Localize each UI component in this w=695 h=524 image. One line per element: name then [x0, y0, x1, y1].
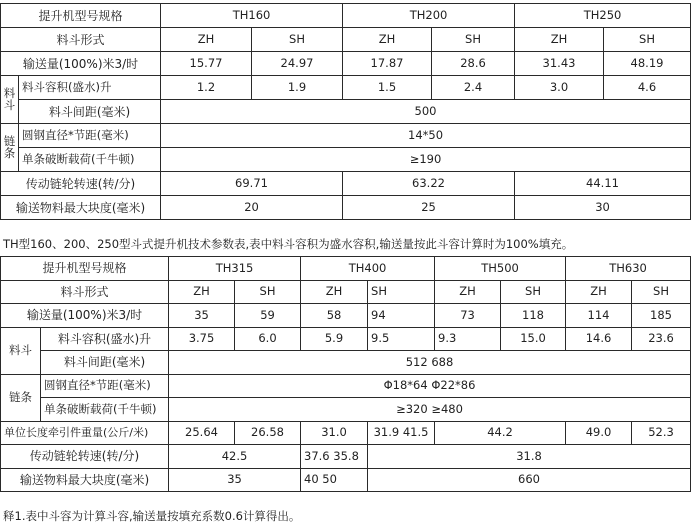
table-cell: 118: [501, 304, 566, 328]
bucket-spacing-value: 500: [161, 100, 691, 124]
table-row: [1, 52, 691, 76]
table-row: [1, 445, 691, 469]
group-bucket-label: 料斗: [1, 76, 19, 124]
table-row: [1, 148, 691, 172]
group-chain-label: 链条: [1, 124, 19, 172]
table-cell: 59: [235, 304, 301, 328]
unit-weight-label: 单位长度牵引件重量(公斤/米): [1, 421, 169, 445]
table-cell: 49.0: [566, 421, 632, 445]
table-row: [1, 76, 691, 100]
table-cell: 69.71: [161, 172, 343, 196]
table-cell: SH: [501, 280, 566, 304]
table-cell: 15.0: [501, 327, 566, 351]
table-cell: ZH: [435, 280, 501, 304]
table-row: [1, 421, 691, 445]
model-th250: TH250: [515, 4, 691, 28]
model-th200: TH200: [343, 4, 515, 28]
table-row: [1, 100, 691, 124]
table-cell: 42.5: [169, 445, 301, 469]
table-cell: 4.6: [604, 76, 691, 100]
table-cell: 1.5: [343, 76, 432, 100]
table-row: [1, 351, 691, 375]
chain-pitch-value: 14*50: [161, 124, 691, 148]
table-cell: 37.6 35.8: [301, 445, 368, 469]
table-row: [1, 28, 691, 52]
table-cell: 20: [161, 196, 343, 220]
table-cell: 1.9: [252, 76, 343, 100]
table-cell: 9.3: [435, 327, 501, 351]
table-cell: SH: [432, 28, 515, 52]
table-row: [1, 196, 691, 220]
bucket-spacing-value: 512 688: [169, 351, 691, 375]
table-cell: 23.6: [632, 327, 691, 351]
table-cell: 1.2: [161, 76, 252, 100]
table-cell: 44.11: [515, 172, 691, 196]
table2-footnote: 释1.表中斗容为计算斗容,输送量按填充系数0.6计算得出。: [3, 509, 301, 523]
table-cell: ZH: [566, 280, 632, 304]
table-cell: 31.8: [368, 445, 691, 469]
table-cell: 3.75: [169, 327, 235, 351]
table-cell: ZH: [301, 280, 368, 304]
group-bucket-label: 料斗: [1, 327, 41, 374]
table-cell: 25: [343, 196, 515, 220]
table-row: [1, 172, 691, 196]
table-cell: 114: [566, 304, 632, 328]
table-cell: 17.87: [343, 52, 432, 76]
model-th160: TH160: [161, 4, 343, 28]
table-row: [1, 304, 691, 328]
table-row: [1, 280, 691, 304]
table-cell: 2.4: [432, 76, 515, 100]
table-cell: 5.9: [301, 327, 368, 351]
table-cell: 31.0: [301, 421, 368, 445]
table-cell: SH: [252, 28, 343, 52]
table-cell: 58: [301, 304, 368, 328]
chain-pitch-value: Φ18*64 Φ22*86: [169, 374, 691, 398]
capacity-label: 输送量(100%)米3/时: [1, 304, 169, 328]
model-th500: TH500: [435, 257, 566, 281]
table-cell: 6.0: [235, 327, 301, 351]
bucket-volume-label: 料斗容积(盛水)升: [41, 327, 169, 351]
bucket-volume-label: 料斗容积(盛水)升: [19, 76, 161, 100]
table-cell: 14.6: [566, 327, 632, 351]
table-cell: 24.97: [252, 52, 343, 76]
table-cell: 660: [368, 468, 691, 492]
table-cell: 35: [169, 468, 301, 492]
table-cell: 30: [515, 196, 691, 220]
table-cell: 73: [435, 304, 501, 328]
bucket-type-label: 料斗形式: [1, 280, 169, 304]
table-cell: 185: [632, 304, 691, 328]
spec-table-th315-630: [0, 256, 691, 492]
table-cell: ZH: [343, 28, 432, 52]
sprocket-speed-label: 传动链轮转速(转/分): [1, 172, 161, 196]
table-cell: ZH: [515, 28, 604, 52]
model-th315: TH315: [169, 257, 301, 281]
table-row: [1, 4, 691, 28]
sprocket-speed-label: 传动链轮转速(转/分): [1, 445, 169, 469]
chain-break-label: 单条破断载荷(千牛顿): [41, 398, 169, 422]
table-row: [1, 468, 691, 492]
table-cell: 40 50: [301, 468, 368, 492]
table-cell: ZH: [161, 28, 252, 52]
bucket-type-label: 料斗形式: [1, 28, 161, 52]
table-cell: ZH: [169, 280, 235, 304]
table-cell: 15.77: [161, 52, 252, 76]
table-row: [1, 327, 691, 351]
table-cell: 63.22: [343, 172, 515, 196]
spec-table-th160-250: [0, 3, 691, 220]
chain-break-label: 单条破断载荷(千牛顿): [19, 148, 161, 172]
table-row: [1, 374, 691, 398]
table-cell: SH: [604, 28, 691, 52]
table-cell: 3.0: [515, 76, 604, 100]
table-cell: 35: [169, 304, 235, 328]
table-cell: SH: [632, 280, 691, 304]
table-cell: 52.3: [632, 421, 691, 445]
chain-pitch-label: 圆钢直径*节距(毫米): [19, 124, 161, 148]
group-chain-label: 链条: [1, 374, 41, 421]
max-lump-label: 输送物料最大块度(毫米): [1, 196, 161, 220]
table-cell: 44.2: [435, 421, 566, 445]
table-row: [1, 124, 691, 148]
capacity-label: 输送量(100%)米3/时: [1, 52, 161, 76]
table-cell: 31.43: [515, 52, 604, 76]
table1-caption: TH型160、200、250型斗式提升机技术参数表,表中料斗容积为盛水容积,输送量按此斗容计算时为100%填充。: [3, 237, 574, 251]
max-lump-label: 输送物料最大块度(毫米): [1, 468, 169, 492]
table-row: [1, 398, 691, 422]
table-row: [1, 257, 691, 281]
table-cell: 94: [368, 304, 435, 328]
model-th630: TH630: [566, 257, 691, 281]
bucket-spacing-label: 料斗间距(毫米): [41, 351, 169, 375]
table-cell: SH: [368, 280, 435, 304]
model-header: 提升机型号规格: [1, 4, 161, 28]
table-cell: 31.9 41.5: [368, 421, 435, 445]
chain-break-value: ≥190: [161, 148, 691, 172]
chain-break-value: ≥320 ≥480: [169, 398, 691, 422]
table-cell: 26.58: [235, 421, 301, 445]
table-cell: 9.5: [368, 327, 435, 351]
table-cell: SH: [235, 280, 301, 304]
model-th400: TH400: [301, 257, 435, 281]
chain-pitch-label: 圆钢直径*节距(毫米): [41, 374, 169, 398]
table-cell: 28.6: [432, 52, 515, 76]
table-cell: 48.19: [604, 52, 691, 76]
bucket-spacing-label: 料斗间距(毫米): [19, 100, 161, 124]
model-header: 提升机型号规格: [1, 257, 169, 281]
table-cell: 25.64: [169, 421, 235, 445]
